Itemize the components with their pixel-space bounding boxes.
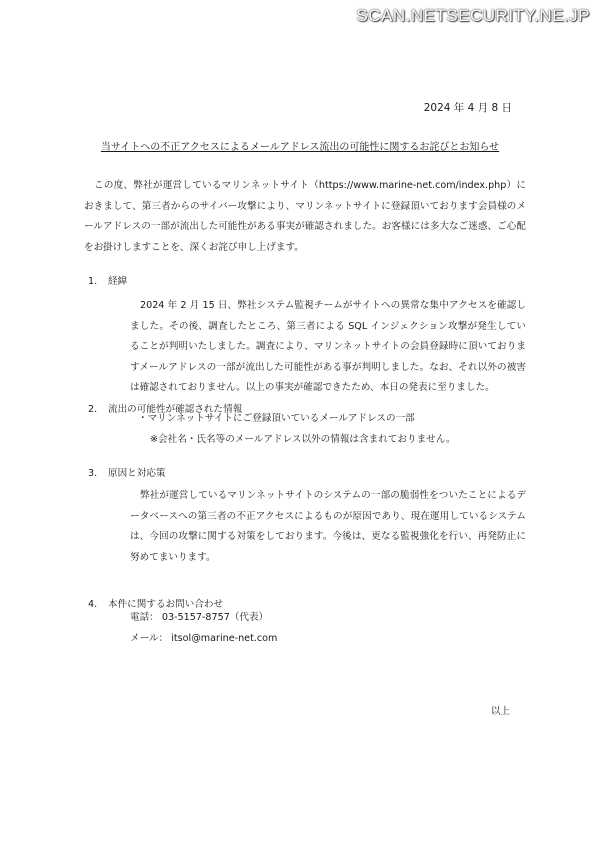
leaked-info-note: ※会社名・氏名等のメールアドレス以外の情報は含まれておりません。 bbox=[150, 433, 456, 445]
section-title: 本件に関するお問い合わせ bbox=[108, 599, 224, 610]
mail-label: メール： bbox=[130, 632, 169, 644]
intro-paragraph: この度、弊社が運営しているマリンネットサイト（https://www.marine-net.com/index.php）におきまして、第三者からのサイバー攻撃により、マリンネットサイトに登録頂いております会員様のメールアドレスの一部が流出した可能性がある事実が確認されました。お客様には多大なご迷惑、ご心配をお掛けしますことを、深くお詫び申し上げます。 bbox=[84, 180, 526, 253]
section-title: 原因と対応策 bbox=[108, 468, 166, 479]
leaked-info-bullet: ・マリンネットサイトにご登録頂いているメールアドレスの一部 bbox=[138, 413, 415, 424]
document-date: 2024 年 4 月 8 日 bbox=[423, 102, 512, 114]
section-3-heading bbox=[88, 465, 166, 479]
phone-number: 03-5157-8757（代表） bbox=[161, 612, 269, 623]
contact-phone-row bbox=[130, 608, 526, 629]
section-1-body: 2024 年 2 月 15 日、弊社システム監視チームがサイトへの異常な集中アクセスを確認しました。その後、調査したところ、第三者による SQL インジェクション攻撃が発生していることが判明いたしました。調査により、マリンネットサイトの会員登録時に頂いておりますメールアドレスの一部が流出した可能性がある事が判明しました。なお、それ以外の被害は確認されておりません。以上の事実が確認できたため、本日の発表に至りました。 bbox=[130, 300, 526, 393]
section-number: 4. bbox=[88, 599, 98, 610]
section-number: 2. bbox=[88, 404, 98, 415]
section-2-body bbox=[130, 409, 526, 450]
section-1-heading bbox=[88, 273, 127, 287]
document-title: 当サイトへの不正アクセスによるメールアドレス流出の可能性に関するお詫びとお知らせ bbox=[100, 142, 500, 153]
section-number: 1. bbox=[88, 276, 98, 287]
section-title: 経緯 bbox=[108, 276, 128, 287]
phone-label: 電話： bbox=[130, 612, 159, 623]
section-3-body: 弊社が運営しているマリンネットサイトのシステムの一部の脆弱性をついたことによるデータベースへの第三者の不正アクセスによるものが原因であり、現在運用しているシステムは、今回の攻撃に関する対策をしております。今後は、更なる監視強化を行い、再発防止に努めてまいります。 bbox=[130, 490, 526, 563]
watermark: SCAN.NETSECURITY.NE.JP bbox=[356, 6, 590, 25]
contact-mail-row bbox=[130, 629, 526, 650]
section-4-body bbox=[130, 608, 526, 649]
mail-address: itsol@marine-net.com bbox=[171, 632, 278, 644]
section-title: 流出の可能性が確認された情報 bbox=[108, 404, 243, 415]
closing-remark: 以上 bbox=[490, 706, 510, 717]
section-number: 3. bbox=[88, 468, 98, 479]
